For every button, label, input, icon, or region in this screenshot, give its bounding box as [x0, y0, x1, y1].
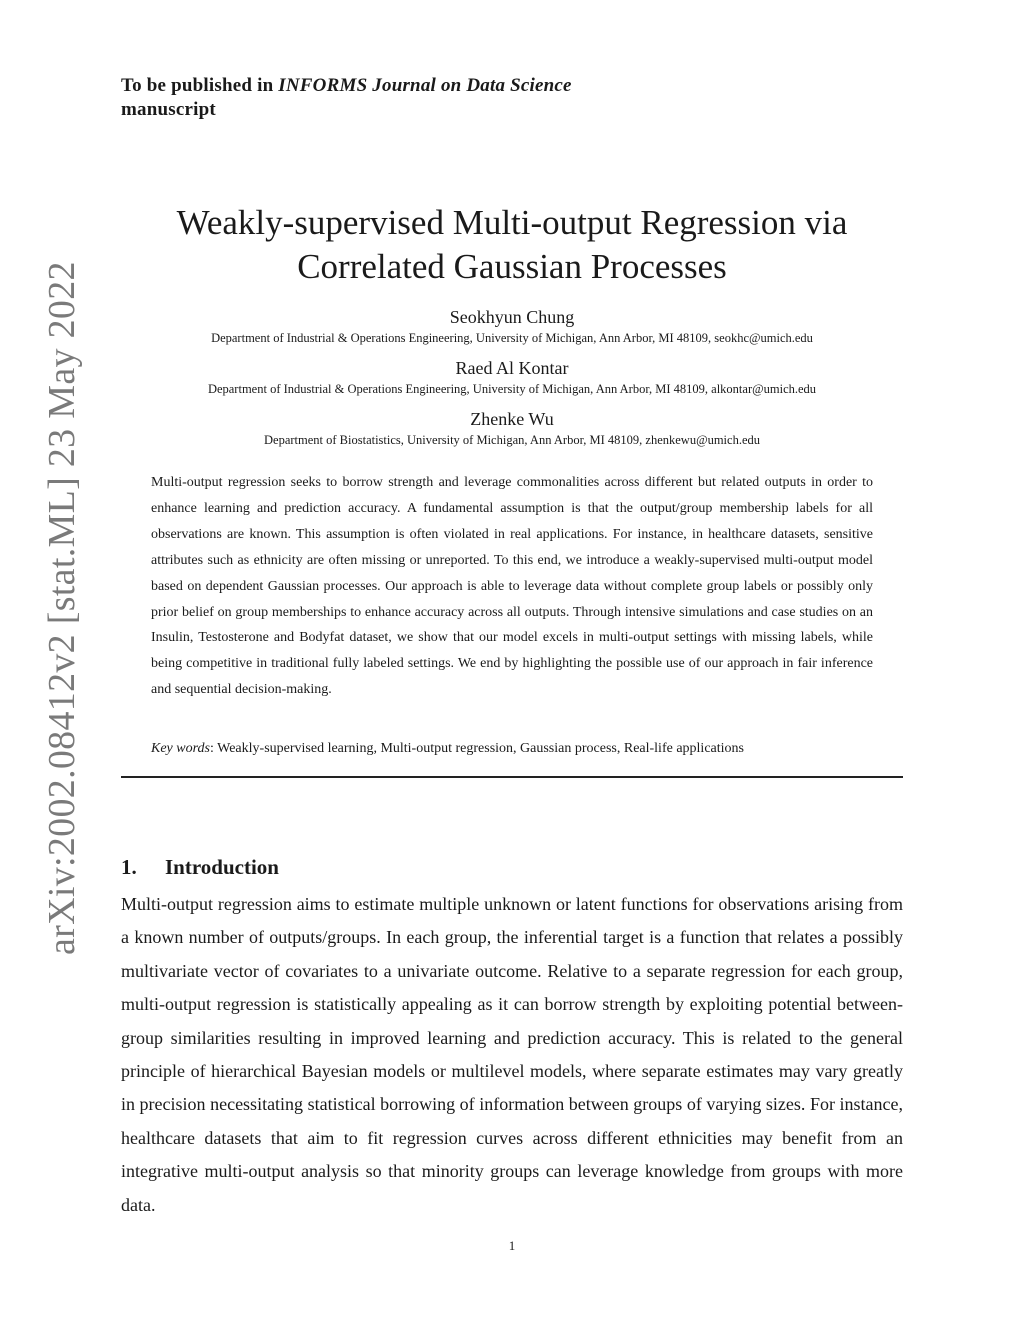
keywords-text: Weakly-supervised learning, Multi-output regression, Gaussian process, Real-life applications [217, 741, 744, 756]
author-affiliation: Department of Industrial & Operations Engineering, University of Michigan, Ann Arbor, MI 48109, seokhc@umich.edu [211, 331, 813, 345]
publication-note [121, 74, 572, 122]
author-name: Zhenke Wu [470, 409, 554, 429]
author-name: Seokhyun Chung [449, 307, 575, 327]
paper-title [121, 201, 903, 289]
author-block [121, 306, 903, 459]
journal-name: INFORMS Journal on Data Science [278, 75, 572, 96]
arxiv-identifier: arXiv:2002.08412v2 [stat.ML] 23 May 2022 [41, 261, 83, 955]
author-name: Raed Al Kontar [455, 358, 569, 378]
publication-note-line2: manuscript [121, 99, 216, 120]
section-heading [121, 855, 279, 880]
page-number: 1 [508, 1238, 516, 1253]
publication-note-line1 [121, 74, 572, 98]
publication-prefix: To be published in [121, 75, 279, 96]
section-title: Introduction [165, 855, 279, 879]
section-divider [121, 776, 903, 778]
keywords [151, 738, 873, 760]
paper-title-line2: Correlated Gaussian Processes [297, 247, 727, 286]
keywords-separator: : [209, 741, 218, 756]
keywords-label: Key words [151, 741, 210, 756]
paper-title-line1: Weakly-supervised Multi-output Regression via [176, 203, 848, 242]
section-number: 1. [121, 855, 137, 879]
introduction-paragraph: Multi-output regression aims to estimate multiple unknown or latent functions for observations arising from a known number of outputs/groups. In each group, the inferential target is a function that relates a possibly multivariate vector of covariates to a univariate outcome. Relative to a separate regression for each group, multi-output regression is statistically appealing as it can borrow strength by exploiting potential between-group similarities resulting in improved learning and prediction accuracy. This is related to the general principle of hierarchical Bayesian models or multilevel models, where separate estimates may vary greatly in precision necessitating statistical borrowing of information between groups of varying sizes. For instance, healthcare datasets that aim to fit regression curves across different ethnicities may benefit from an integrative multi-output analysis so that minority groups can leverage knowledge from groups with more data. [121, 894, 903, 1215]
author-affiliation: Department of Industrial & Operations Engineering, University of Michigan, Ann Arbor, MI 48109, alkontar@umich.edu [207, 382, 817, 396]
abstract: Multi-output regression seeks to borrow strength and leverage commonalities across different but related outputs in order to enhance learning and prediction accuracy. A fundamental assumption is that the output/group membership labels for all observations are known. This assumption is often violated in real applications. For instance, in healthcare datasets, sensitive attributes such as ethnicity are often missing or unreported. To this end, we introduce a weakly-supervised multi-output model based on dependent Gaussian processes. Our approach is able to leverage data without complete group labels or possibly only prior belief on group memberships to enhance accuracy across all outputs. Through intensive simulations and case studies on an Insulin, Testosterone and Bodyfat dataset, we show that our model excels in multi-output settings with missing labels, while being competitive in traditional fully labeled settings. We end by highlighting the possible use of our approach in fair inference and sequential decision-making. [151, 475, 873, 698]
author-affiliation: Department of Biostatistics, University of Michigan, Ann Arbor, MI 48109, zhenkewu@umich.edu [264, 433, 760, 447]
